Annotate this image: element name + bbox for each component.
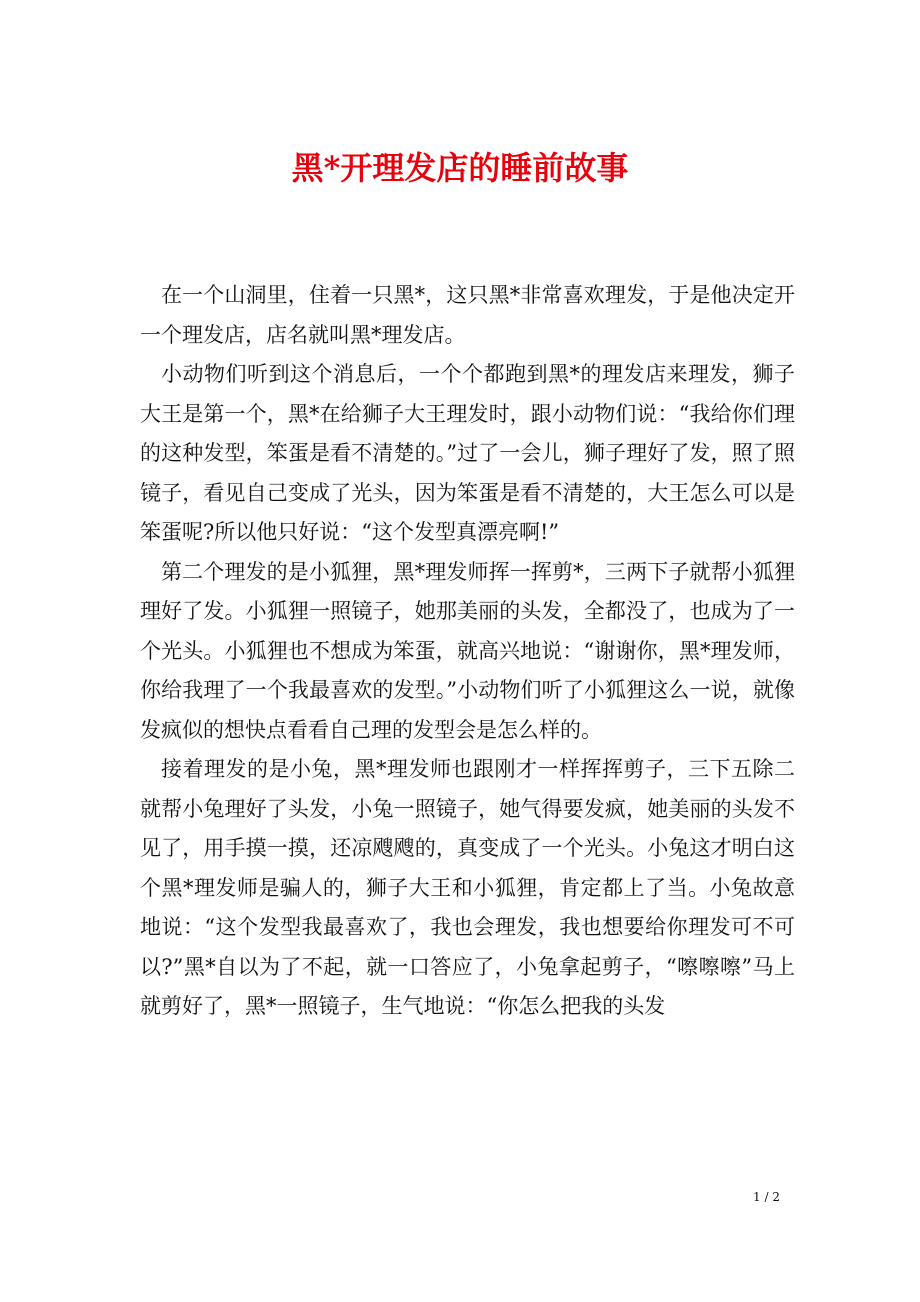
paragraph-3: 第二个理发的是小狐狸，黑*理发师挥一挥剪*，三两下子就帮小狐狸理好了发。小狐狸一照镜子，她那美丽的头发，全都没了，也成为了一个光头。小狐狸也不想成为笨蛋，就高兴地说：“谢谢你，黑*理发师，你给我理了一个我最喜欢的发型。”小动物们听了小狐狸这么一说，就像发疯似的想快点看看自己理的发型会是怎么样的。 [140, 559, 795, 742]
paragraph-1: 在一个山洞里，住着一只黑*，这只黑*非常喜欢理发，于是他决定开一个理发店，店名就叫黑*理发店。 [140, 283, 795, 347]
document-title: 黑*开理发店的睡前故事 [291, 149, 629, 187]
story-body [140, 276, 795, 1027]
page-number: 1 / 2 [753, 1190, 780, 1204]
paragraph-4: 接着理发的是小兔，黑*理发师也跟刚才一样挥挥剪子，三下五除二就帮小兔理好了头发，小兔一照镜子，她气得要发疯，她美丽的头发不见了，用手摸一摸，还凉飕飕的，真变成了一个光头。小兔这才明白这个黑*理发师是骗人的，狮子大王和小狐狸，肯定都上了当。小兔故意地说：“这个发型我最喜欢了，我也会理发，我也想要给你理发可不可以?”黑*自以为了不起，就一口答应了，小兔拿起剪子，“嚓嚓嚓”马上就剪好了，黑*一照镜子，生气地说：“你怎么把我的头发 [140, 757, 795, 1018]
paragraph-2: 小动物们听到这个消息后，一个个都跑到黑*的理发店来理发，狮子大王是第一个，黑*在给狮子大王理发时，跟小动物们说：“我给你们理的这种发型，笨蛋是看不清楚的。”过了一会儿，狮子理好了发，照了照镜子，看见自己变成了光头，因为笨蛋是看不清楚的，大王怎么可以是笨蛋呢?所以他只好说：“这个发型真漂亮啊!” [140, 362, 795, 544]
